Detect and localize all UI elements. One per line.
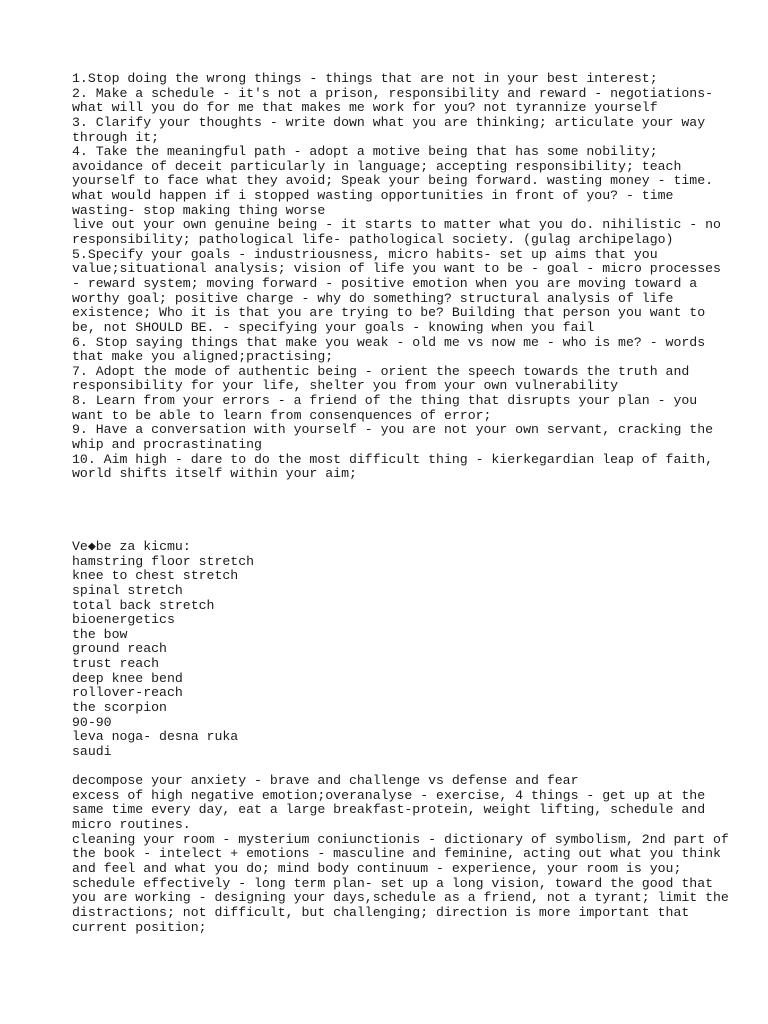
spacer bbox=[72, 760, 712, 775]
text-line: current position; bbox=[72, 919, 207, 935]
text-line: cleaning your room - mysterium coniunctionis - dictionary of symbolism, 2nd part of bbox=[72, 831, 729, 847]
text-line: 1.Stop doing the wrong things - things that are not in your best interest; bbox=[72, 71, 658, 86]
text-line: responsibility; pathological life- pathological society. (gulag archipelago) bbox=[72, 232, 674, 248]
text-line: same time every day, eat a large breakfast-protein, weight lifting, schedule and bbox=[72, 802, 706, 818]
text-line: what would happen if i stopped wasting opportunities in front of you? - time bbox=[72, 188, 674, 204]
anxiety-section bbox=[72, 773, 729, 935]
text-line: be, not SHOULD BE. - specifying your goals - knowing when you fail bbox=[72, 319, 595, 335]
text-line: value;situational analysis; vision of life you want to be - goal - micro processes bbox=[72, 261, 721, 277]
text-line: - reward system; moving forward - positive emotion when you are moving toward a bbox=[72, 275, 698, 291]
exercise-item: the scorpion bbox=[72, 699, 167, 715]
text-line: 9. Have a conversation with yourself - you are not your own servant, cracking the bbox=[72, 422, 714, 438]
text-line: what will you do for me that makes me work for you? not tyrannize yourself bbox=[72, 100, 658, 116]
text-line: whip and procrastinating bbox=[72, 437, 262, 453]
text-line: micro routines. bbox=[72, 817, 191, 833]
exercise-item: total back stretch bbox=[72, 597, 215, 613]
exercise-item: rollover-reach bbox=[72, 685, 183, 701]
exercise-item: the bow bbox=[72, 626, 128, 642]
text-line: responsibility for your life, shelter you from your own vulnerability bbox=[72, 378, 619, 394]
text-line: the book - intelect + emotions - masculine and feminine, acting out what you think bbox=[72, 846, 721, 862]
text-line: yourself to face what they avoid; Speak your being forward. wasting money - time. bbox=[72, 173, 714, 189]
text-line: 10. Aim high - dare to do the most difficult thing - kierkegardian leap of faith, bbox=[72, 451, 714, 467]
text-line: decompose your anxiety - brave and challenge vs defense and fear bbox=[72, 773, 579, 789]
text-line: live out your own genuine being - it starts to matter what you do. nihilistic - no bbox=[72, 217, 721, 233]
exercises-section bbox=[72, 540, 712, 760]
text-line: 7. Adopt the mode of authentic being - orient the speech towards the truth and bbox=[72, 363, 690, 379]
text-line: you are working - designing your days,schedule as a friend, not a tyrant; limit the bbox=[72, 890, 729, 906]
exercise-item: 90-90 bbox=[72, 714, 112, 730]
spacer bbox=[72, 482, 712, 540]
text-line: that make you aligned;practising; bbox=[72, 349, 334, 365]
text-line: 8. Learn from your errors - a friend of the thing that disrupts your plan - you bbox=[72, 393, 698, 409]
exercise-item: leva noga- desna ruka bbox=[72, 729, 239, 745]
rules-section bbox=[72, 71, 721, 482]
text-line: world shifts itself within your aim; bbox=[72, 466, 357, 482]
exercise-item: hamstring floor stretch bbox=[72, 553, 255, 569]
text-line: existence; Who it is that you are trying to be? Building that person you want to bbox=[72, 305, 706, 321]
text-line: through it; bbox=[72, 129, 160, 145]
text-line: distractions; not difficult, but challenging; direction is more important that bbox=[72, 904, 690, 920]
exercise-item: ground reach bbox=[72, 641, 167, 657]
text-line: avoidance of deceit particularly in language; accepting responsibility; teach bbox=[72, 158, 682, 174]
text-line: want to be able to learn from consenquences of error; bbox=[72, 407, 492, 423]
text-line: 4. Take the meaningful path - adopt a motive being that has some nobility; bbox=[72, 144, 658, 160]
exercise-item: knee to chest stretch bbox=[72, 568, 239, 584]
text-line: schedule effectively - long term plan- set up a long vision, toward the good that bbox=[72, 875, 714, 891]
text-line: excess of high negative emotion;overanalyse - exercise, 4 things - get up at the bbox=[72, 787, 706, 803]
text-line: and feel and what you do; mind body continuum - experience, your room is you; bbox=[72, 861, 682, 877]
exercise-item: saudi bbox=[72, 743, 112, 759]
exercise-item: deep knee bend bbox=[72, 670, 183, 686]
exercise-item: bioenergetics bbox=[72, 612, 175, 628]
document-page bbox=[72, 71, 729, 935]
text-line: 2. Make a schedule - it's not a prison, responsibility and reward - negotiations- bbox=[72, 85, 714, 101]
exercises-heading: Ve◆be za kicmu: bbox=[72, 538, 191, 554]
text-line: worthy goal; positive charge - why do something? structural analysis of life bbox=[72, 290, 674, 306]
text-line: wasting- stop making thing worse bbox=[72, 202, 326, 218]
text-line: 3. Clarify your thoughts - write down what you are thinking; articulate your way bbox=[72, 114, 706, 130]
exercise-item: spinal stretch bbox=[72, 582, 183, 598]
text-line: 6. Stop saying things that make you weak - old me vs now me - who is me? - words bbox=[72, 334, 706, 350]
text-line: 5.Specify your goals - industriousness, micro habits- set up aims that you bbox=[72, 246, 658, 262]
exercise-item: trust reach bbox=[72, 656, 160, 672]
